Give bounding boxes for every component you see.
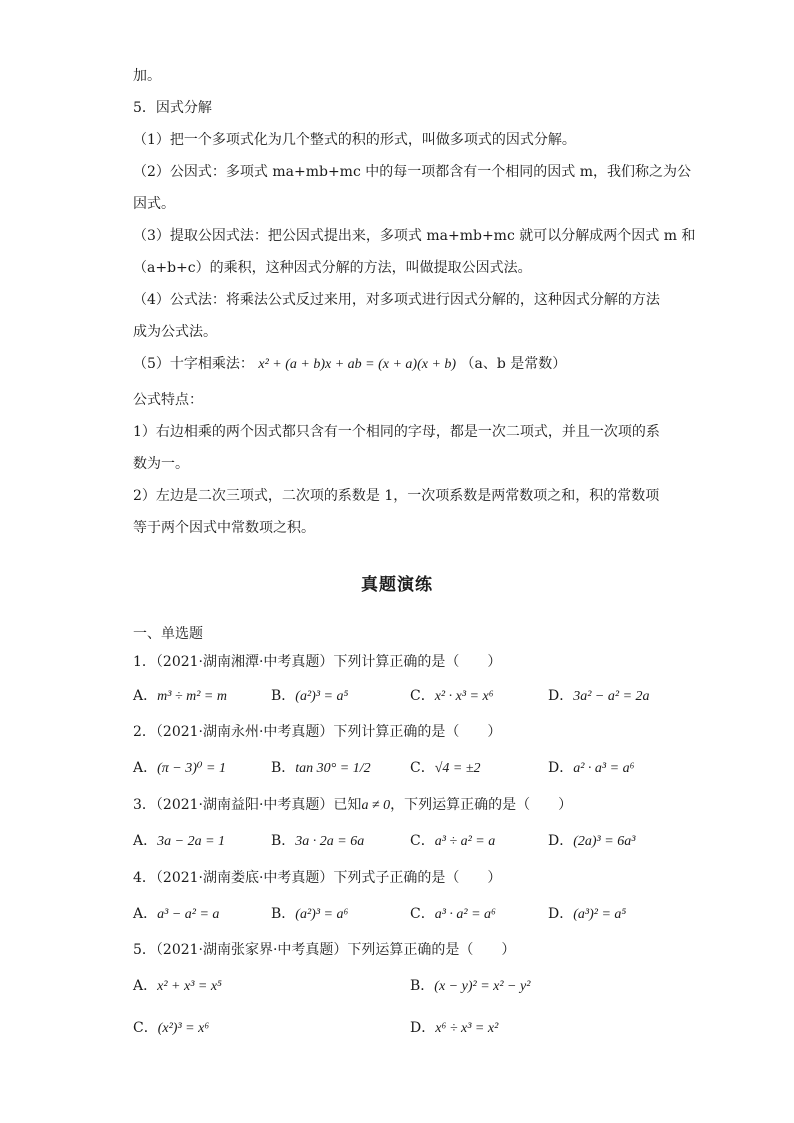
text-line: （4）公式法：将乘法公式反过来用，对多项式进行因式分解的，这种因式分解的方法 (133, 292, 660, 308)
option-a: A．a³ − a² = a (133, 906, 220, 922)
text-line: （a+b+c）的乘积，这种因式分解的方法，叫做提取公因式法。 (133, 260, 532, 276)
text-line: （1）把一个多项式化为几个整式的积的形式，叫做多项式的因式分解。 (133, 132, 576, 148)
option-a: A．x² + x³ = x⁵ (133, 978, 222, 994)
features-title: 公式特点： (133, 392, 203, 408)
option-b: B．tan 30° = 1/2 (271, 760, 371, 776)
single-choice-header: 一、单选题 (133, 626, 203, 642)
feature-line: 1）右边相乘的两个因式都只含有一个相同的字母，都是一次二项式，并且一次项的系 (133, 424, 660, 440)
option-a: A．3a − 2a = 1 (133, 833, 226, 849)
option-c: C．a³ · a² = a⁶ (410, 906, 496, 922)
option-a: A．(π − 3)⁰ = 1 (133, 760, 226, 776)
cross-method-line (133, 354, 566, 375)
cross-method-formula: x² + (a + b)x + ab = (x + a)(x + b) (258, 357, 457, 372)
question-stem: 5．（2021·湖南张家界·中考真题）下列运算正确的是（ ） (133, 942, 516, 958)
feature-line: 等于两个因式中常数项之积。 (133, 520, 315, 536)
option-d: D．x⁶ ÷ x³ = x² (410, 1020, 499, 1036)
question-stem: 4．（2021·湖南娄底·中考真题）下列式子正确的是（ ） (133, 870, 502, 886)
section-heading: 5．因式分解 (133, 100, 212, 116)
option-b: B．3a · 2a = 6a (271, 833, 365, 849)
text-line: 因式。 (133, 196, 175, 212)
text-line: （2）公因式：多项式 ma+mb+mc 中的每一项都含有一个相同的因式 m，我们称之为公 (133, 164, 691, 180)
feature-line: 2）左边是二次三项式，二次项的系数是 1，一次项系数是两常数项之和，积的常数项 (133, 488, 660, 504)
text-line: 加。 (133, 68, 161, 84)
question-stem: 3．（2021·湖南益阳·中考真题）已知a ≠ 0，下列运算正确的是（ ） (133, 797, 573, 813)
question-stem: 2．（2021·湖南永州·中考真题）下列计算正确的是（ ） (133, 724, 502, 740)
practice-title: 真题演练 (361, 575, 433, 595)
feature-line: 数为一。 (133, 456, 189, 472)
option-b: B．(x − y)² = x² − y² (410, 978, 531, 994)
option-c: C．√4 = ±2 (410, 760, 481, 776)
option-d: D．(2a)³ = 6a³ (548, 833, 636, 849)
option-c: C．x² · x³ = x⁶ (410, 688, 494, 704)
option-c: C．(x²)³ = x⁶ (133, 1020, 210, 1036)
option-b: B．(a²)³ = a⁶ (271, 906, 349, 922)
condition-math: a ≠ 0 (361, 798, 391, 813)
option-d: D．3a² − a² = 2a (548, 688, 650, 704)
option-b: B．(a²)³ = a⁵ (271, 688, 349, 704)
text-line: （3）提取公因式法：把公因式提出来，多项式 ma+mb+mc 就可以分解成两个因式 m 和 (133, 228, 696, 244)
option-d: D．a² · a³ = a⁶ (548, 760, 635, 776)
option-c: C．a³ ÷ a² = a (410, 833, 496, 849)
question-stem: 1．（2021·湖南湘潭·中考真题）下列计算正确的是（ ） (133, 654, 502, 670)
cross-method-label: （5）十字相乘法： (133, 356, 254, 372)
text-line: 成为公式法。 (133, 324, 217, 340)
option-a: A．m³ ÷ m² = m (133, 688, 227, 704)
cross-method-note: （a、b 是常数） (460, 356, 567, 372)
option-d: D．(a³)² = a⁵ (548, 906, 627, 922)
